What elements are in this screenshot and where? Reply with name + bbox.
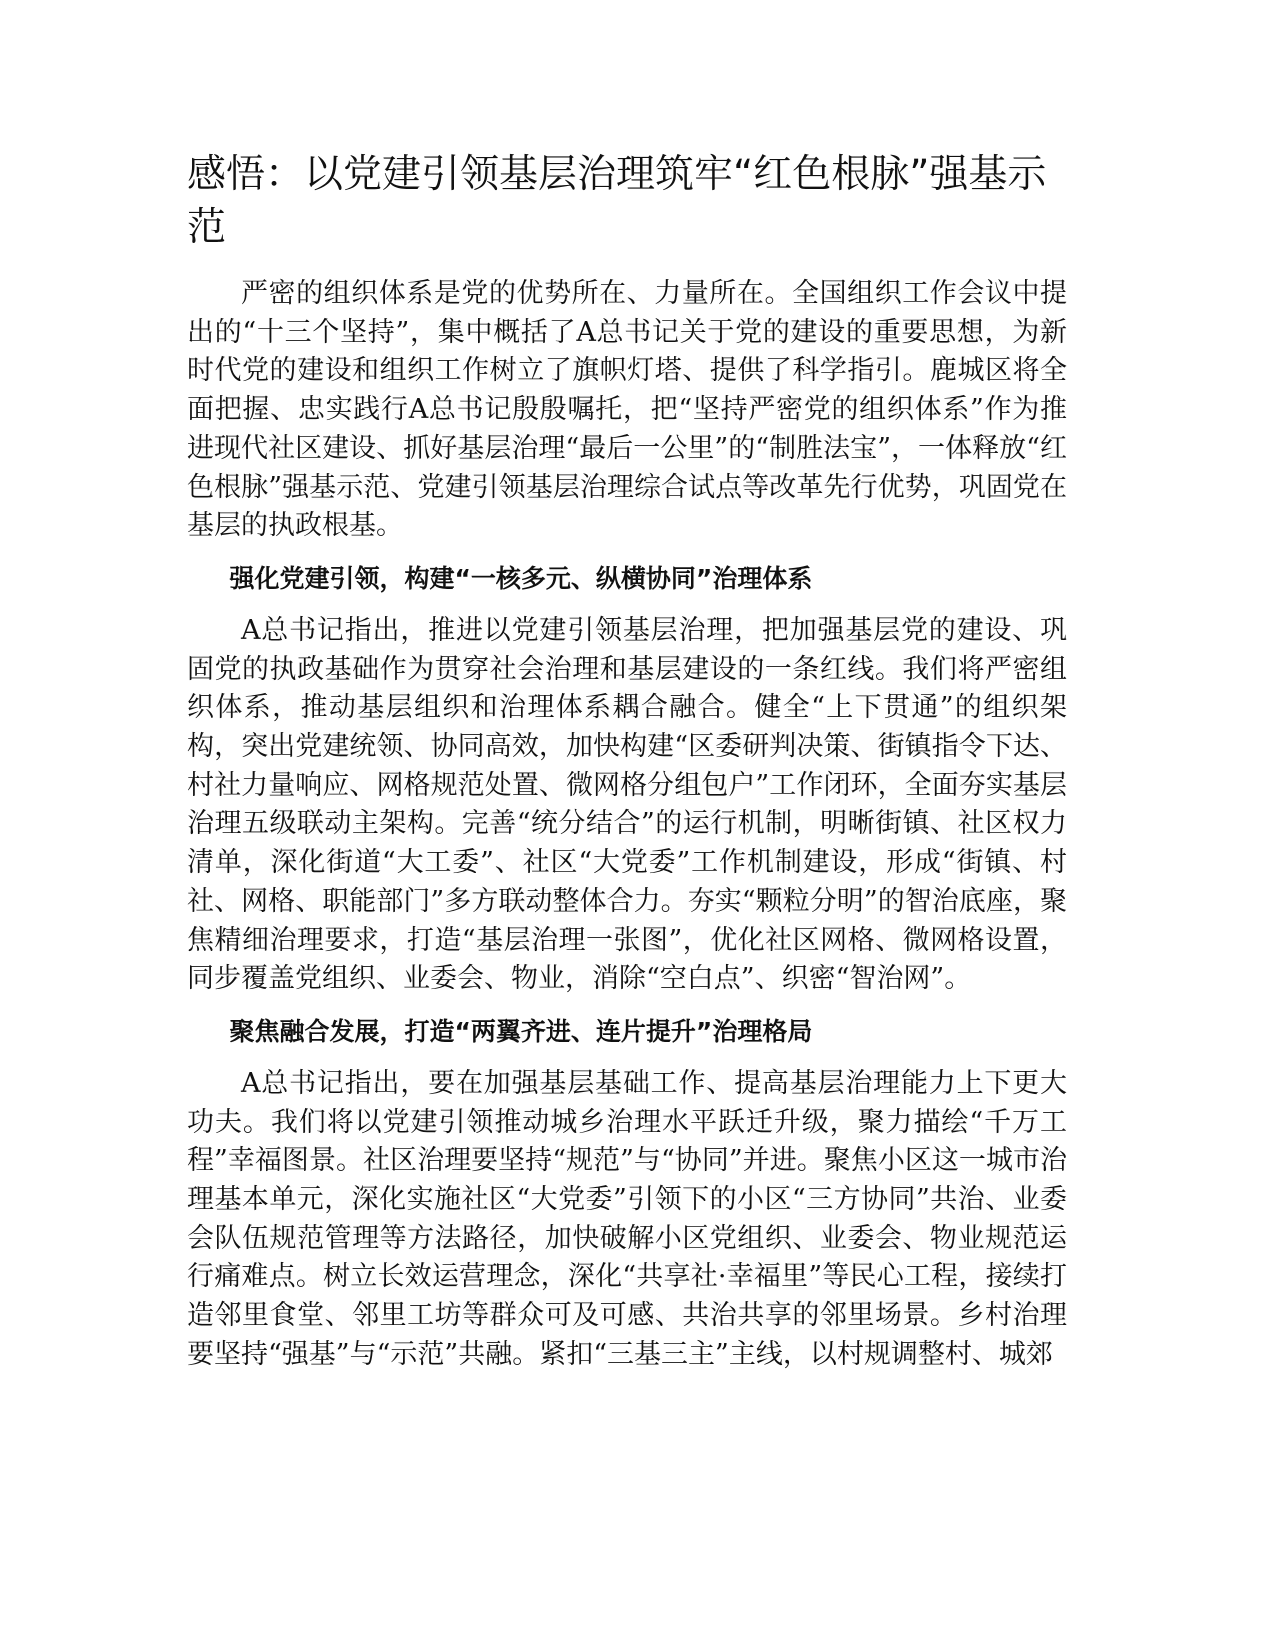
section-heading-2: 聚焦融合发展，打造“两翼齐进、连片提升”治理格局 [229, 1016, 813, 1046]
paragraph-section-2: A总书记指出，要在加强基层基础工作、提高基层治理能力上下更大功夫。我们将以党建引领推动城乡治理水平跃迁升级，聚力描绘“千万工程”幸福图景。社区治理要坚持“规范”与“协同”并进。聚焦小区这一城市治理基本单元，深化实施社区“大党委”引领下的小区“三方协同”共治、业委会队伍规范管理等方法路径，加快破解小区党组织、业委会、物业规范运行痛难点。树立长效运营理念，深化“共享社·幸福里”等民心工程，接续打造邻里食堂、邻里工坊等群众可及可感、共治共享的邻里场景。乡村治理要坚持“强基”与“示范”共融。紧扣“三基三主”主线，以村规调整村、城郊 [187, 1067, 1067, 1370]
section-heading-1: 强化党建引领，构建“一核多元、纵横协同”治理体系 [229, 563, 813, 593]
document-title: 感悟：以党建引领基层治理筑牢“红色根脉”强基示范 [187, 152, 1047, 250]
document-body [187, 275, 1067, 1375]
paragraph-section-1: A总书记指出，推进以党建引领基层治理，把加强基层党的建设、巩固党的执政基础作为贯穿社会治理和基层建设的一条红线。我们将严密组织体系，推动基层组织和治理体系耦合融合。健全“上下贯通”的组织架构，突出党建统领、协同高效，加快构建“区委研判决策、街镇指令下达、村社力量响应、网格规范处置、微网格分组包户”工作闭环，全面夯实基层治理五级联动主架构。完善“统分结合”的运行机制，明晰街镇、社区权力清单，深化街道“大工委”、社区“大党委”工作机制建设，形成“街镇、村社、网格、职能部门”多方联动整体合力。夯实“颗粒分明”的智治底座，聚焦精细治理要求，打造“基层治理一张图”，优化社区网格、微网格设置，同步覆盖党组织、业委会、物业，消除“空白点”、织密“智治网”。 [187, 614, 1067, 995]
paragraph-intro: 严密的组织体系是党的优势所在、力量所在。全国组织工作会议中提出的“十三个坚持”，集中概括了A总书记关于党的建设的重要思想，为新时代党的建设和组织工作树立了旗帜灯塔、提供了科学指引。鹿城区将全面把握、忠实践行A总书记殷殷嘱托，把“坚持严密党的组织体系”作为推进现代社区建设、抓好基层治理“最后一公里”的“制胜法宝”，一体释放“红色根脉”强基示范、党建引领基层治理综合试点等改革先行优势，巩固党在基层的执政根基。 [187, 278, 1067, 542]
